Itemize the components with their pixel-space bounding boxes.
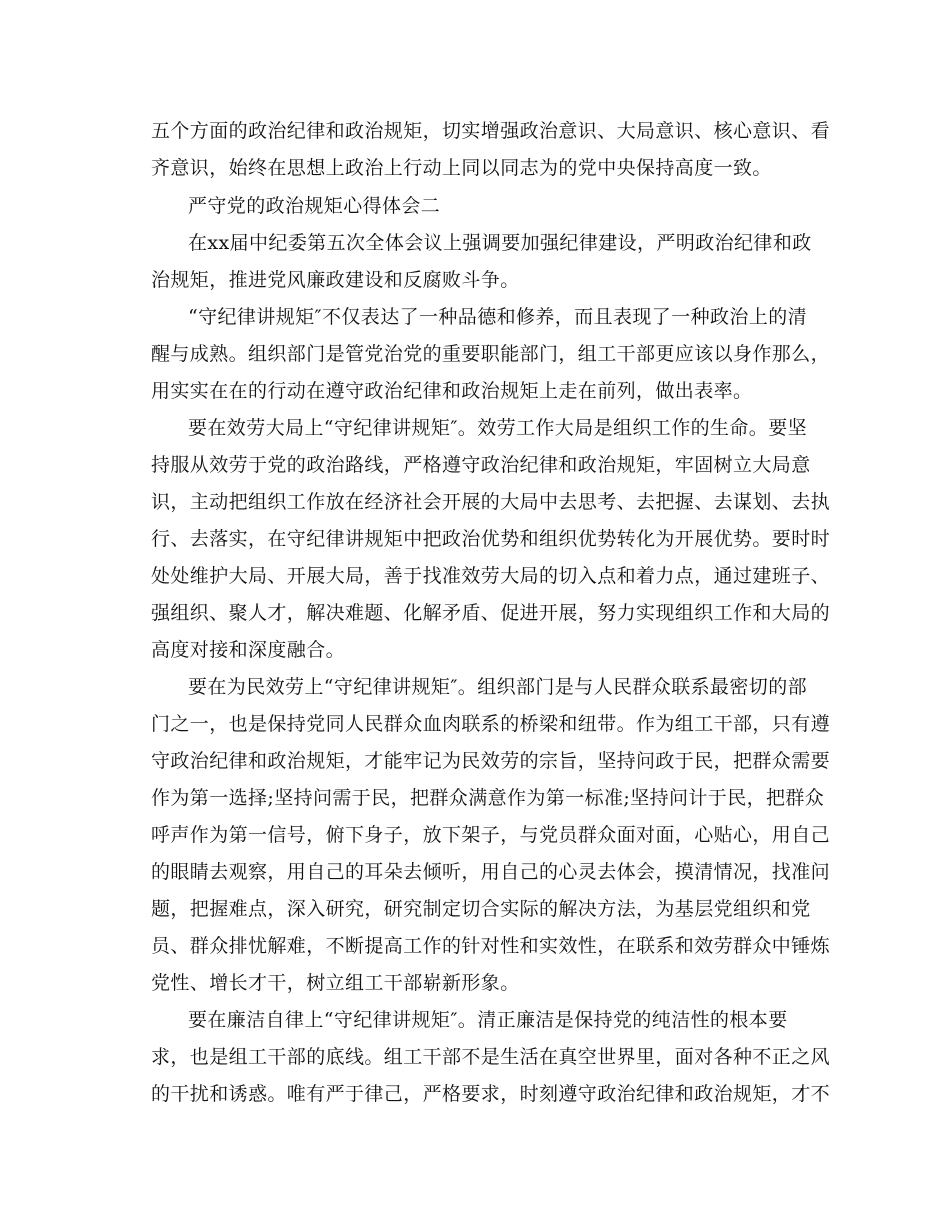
text-line: 处处维护大局、开展大局，善于找准效劳大局的切入点和着力点，通过建班子、 <box>151 565 831 587</box>
text-line: 员、群众排忧解难，不断提高工作的针对性和实效性，在联系和效劳群众中锤炼 <box>151 935 831 957</box>
text-line: 的干扰和诱惑。唯有严于律己，严格要求，时刻遵守政治纪律和政治规矩，才不 <box>151 1083 831 1105</box>
text-line: 求，也是组工干部的底线。组工干部不是生活在真空世界里，面对各种不正之风 <box>151 1046 831 1068</box>
text-line: 用实实在在的行动在遵守政治纪律和政治规矩上走在前列，做出表率。 <box>151 380 753 402</box>
text-line: 作为第一选择;坚持问需于民，把群众满意作为第一标准;坚持问计于民，把群众 <box>151 787 825 809</box>
text-line: 强组织、聚人才，解决难题、化解矛盾、促进开展，努力实现组织工作和大局的 <box>151 602 831 624</box>
text-line: 高度对接和深度融合。 <box>151 639 346 661</box>
text-line: 门之一，也是保持党同人民群众血肉联系的桥梁和纽带。作为组工干部，只有遵 <box>151 713 831 735</box>
text-line: 醒与成熟。组织部门是管党治党的重要职能部门，组工干部更应该以身作那么， <box>151 343 831 365</box>
text-line: 党性、增长才干，树立组工干部崭新形象。 <box>151 972 520 994</box>
text-line: 识，主动把组织工作放在经济社会开展的大局中去思考、去把握、去谋划、去执 <box>151 491 831 513</box>
text-line: 要在效劳大局上“守纪律讲规矩″。效劳工作大局是组织工作的生命。要坚 <box>188 417 808 439</box>
text-line: “守纪律讲规矩″不仅表达了一种品德和修养，而且表现了一种政治上的清 <box>188 306 808 328</box>
text-line: 的眼睛去观察，用自己的耳朵去倾听，用自己的心灵去体会，摸清情况，找准问 <box>151 861 831 883</box>
text-line: 要在廉洁自律上“守纪律讲规矩″。清正廉洁是保持党的纯洁性的根本要 <box>188 1009 788 1031</box>
text-line: 要在为民效劳上“守纪律讲规矩″。组织部门是与人民群众联系最密切的部 <box>188 676 808 698</box>
text-line: 持服从效劳于党的政治路线，严格遵守政治纪律和政治规矩，牢固树立大局意 <box>151 454 811 476</box>
section-heading: 严守党的政治规矩心得体会二 <box>188 195 441 217</box>
text-line: 题，把握难点，深入研究，研究制定切合实际的解决方法，为基层党组织和党 <box>151 898 811 920</box>
text-line: 守政治纪律和政治规矩，才能牢记为民效劳的宗旨，坚持问政于民，把群众需要 <box>151 750 831 772</box>
text-line: 五个方面的政治纪律和政治规矩，切实增强政治意识、大局意识、核心意识、看 <box>151 120 831 142</box>
text-line: 行、去落实，在守纪律讲规矩中把政治优势和组织优势转化为开展优势。要时时 <box>151 528 831 550</box>
text-line: 在xx届中纪委第五次全体会议上强调要加强纪律建设，严明政治纪律和政 <box>188 232 812 254</box>
text-line: 治规矩，推进党风廉政建设和反腐败斗争。 <box>151 269 520 291</box>
text-line: 呼声作为第一信号，俯下身子，放下架子，与党员群众面对面，心贴心，用自己 <box>151 824 831 846</box>
text-line: 齐意识，始终在思想上政治上行动上同以同志为的党中央保持高度一致。 <box>151 157 772 179</box>
